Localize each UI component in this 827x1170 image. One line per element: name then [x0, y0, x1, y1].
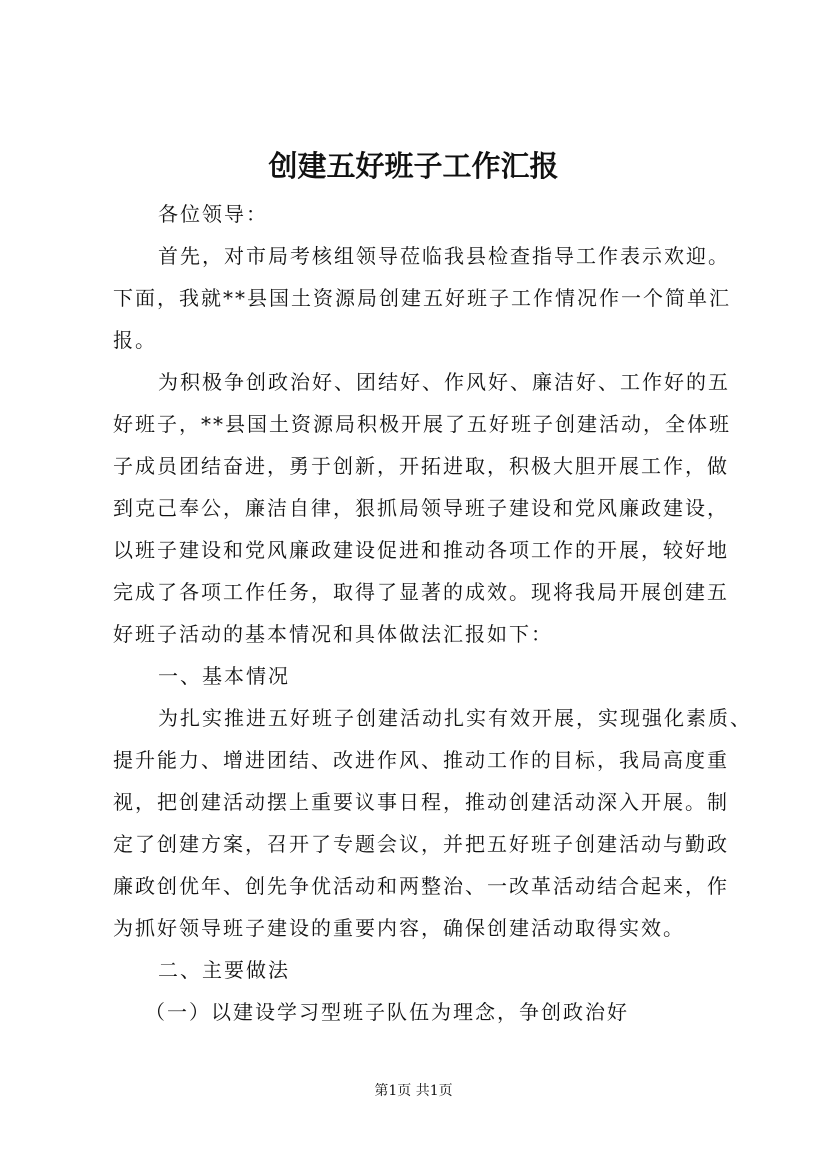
- paragraph-line: 提升能力、增进团结、改进作风、推动工作的目标，我局高度重: [113, 748, 729, 772]
- paragraph-line: 为抓好领导班子建设的重要内容，确保创建活动取得实效。: [113, 916, 685, 940]
- document-title: 创建五好班子工作汇报: [268, 149, 559, 183]
- section-heading: 一、基本情况: [158, 664, 290, 688]
- paragraph-line: 好班子，**县国土资源局积极开展了五好班子创建活动，全体班: [113, 412, 731, 436]
- paragraph-line: 首先，对市局考核组领导莅临我县检查指导工作表示欢迎。: [158, 244, 730, 268]
- page-footer: 第1页 共1页: [374, 1083, 453, 1099]
- section-heading: 二、主要做法: [158, 958, 290, 982]
- paragraph-line: 到克己奉公，廉洁自律，狠抓局领导班子建设和党风廉政建设，: [113, 496, 729, 520]
- paragraph-line: 完成了各项工作任务，取得了显著的成效。现将我局开展创建五: [113, 580, 729, 604]
- paragraph-line: 以班子建设和党风廉政建设促进和推动各项工作的开展，较好地: [113, 538, 729, 562]
- paragraph-line: 子成员团结奋进，勇于创新，开拓进取，积极大胆开展工作，做: [113, 454, 729, 478]
- salutation-line: 各位领导：: [158, 202, 268, 226]
- subsection-heading: （一）以建设学习型班子队伍为理念，争创政治好: [145, 1000, 629, 1024]
- paragraph-line: 视，把创建活动摆上重要议事日程，推动创建活动深入开展。制: [113, 790, 729, 814]
- paragraph-line: 为扎实推进五好班子创建活动扎实有效开展，实现强化素质、: [158, 706, 752, 730]
- paragraph-line: 定了创建方案，召开了专题会议，并把五好班子创建活动与勤政: [113, 832, 729, 856]
- document-body: [113, 193, 752, 1033]
- paragraph-line: 下面，我就**县国土资源局创建五好班子工作情况作一个简单汇: [113, 286, 731, 310]
- paragraph-line: 好班子活动的基本情况和具体做法汇报如下：: [113, 622, 553, 646]
- paragraph-line: 报。: [113, 328, 157, 352]
- paragraph-line: 廉政创优年、创先争优活动和两整治、一改革活动结合起来，作: [113, 874, 729, 898]
- paragraph-line: 为积极争创政治好、团结好、作风好、廉洁好、工作好的五: [158, 370, 730, 394]
